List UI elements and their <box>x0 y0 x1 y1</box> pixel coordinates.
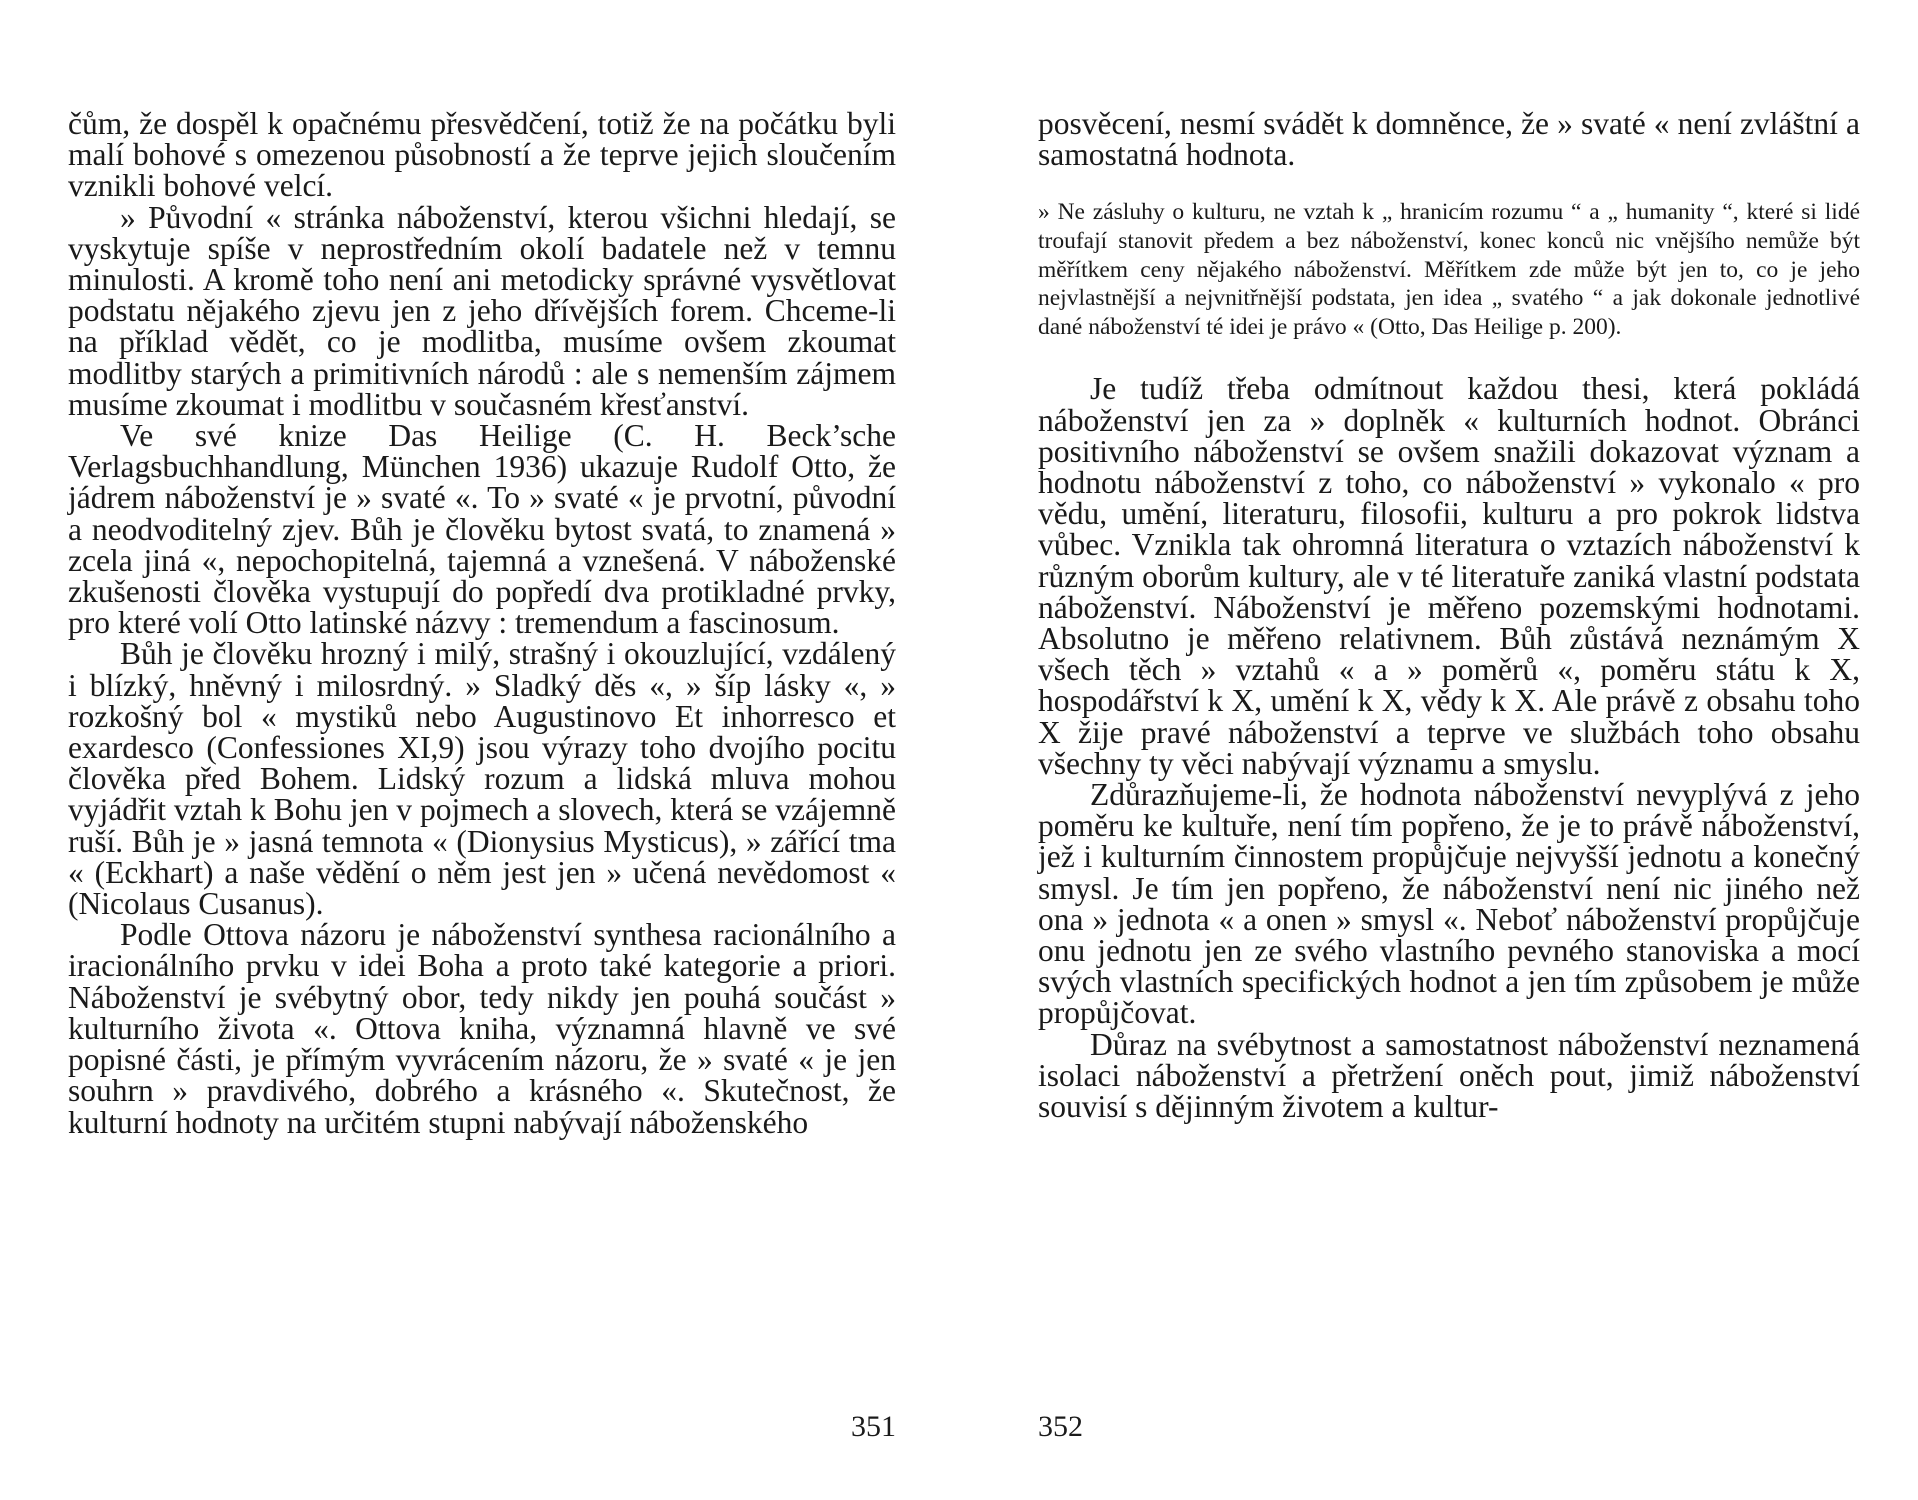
right-page <box>1038 0 1860 1500</box>
paragraph: Zdůrazňujeme-li, že hodnota náboženství nevyplývá z jeho poměru ke kultuře, není tím popřeno, že je to právě náboženství, jež i kulturním činnostem propůjčuje nejvyšší jednotu a konečný smysl. Je tím jen popřeno, že náboženství není nic jiného než ona » jednota « a onen » smysl «. Neboť náboženství propůjčuje onu jednotu jen ze svého vlastního pevného stanoviska a mocí svých vlastních specifických hodnot a jen tím způsobem je může propůjčovat. <box>1038 777 1860 1031</box>
paragraph: Ve své knize Das Heilige (C. H. Beck’sche Verlagsbuchhandlung, München 1936) ukazuje Rudolf Otto, že jádrem náboženství je » svaté «. To » svaté « je prvotní, původní a neodvoditelný zjev. Bůh je člověku bytost svatá, to znamená » zcela jiná «, nepochopitelná, tajemná a vznešená. V náboženské zkušenosti člověka vystupují do popředí dva protikladné prvky, pro které volí Otto latinské názvy : tremendum a fascinosum. <box>68 418 896 641</box>
left-page-text <box>68 108 896 1138</box>
paragraph: Bůh je člověku hrozný i milý, strašný i okouzlující, vzdálený i blízký, hněvný i milosrdný. » Sladký děs «, » šíp lásky «, » rozkošný bol « mystiků nebo Augustinovo Et inhorresco et exardesco (Confessiones XI,9) jsou výrazy toho dvojího pocitu člověka před Bohem. Lidský rozum a lidská mluva mohou vyjádřit vztah k Bohu jen v pojmech a slovech, která se vzájemně ruší. Bůh je » jasná temnota « (Dionysius Mysticus), » zářící tma « (Eckhart) a naše vědění o něm jest jen » učená nevědomost « (Nicolaus Cusanus). <box>68 636 896 922</box>
left-page <box>68 0 896 1500</box>
right-page-text <box>1038 106 1860 1125</box>
paragraph: Podle Ottova názoru je náboženství synthesa racionálního a iracionálního prvku v idei Boha a proto také kategorie a priori. Náboženství je svébytný obor, tedy nikdy jen pouhá součást » kulturního života «. Ottova kniha, významná hlavně ve své popisné části, je přímým vyvrácením názoru, že » svaté « je jen souhrn » pravdivého, dobrého a krásného «. Skutečnost, že kulturní hodnoty na určitém stupni nabývají náboženského <box>68 917 896 1140</box>
paragraph: čům, že dospěl k opačnému přesvědčení, totiž že na počátku byli malí bohové s omezenou působností a že teprve jejich sloučením vznikli bohové velcí. <box>68 106 896 204</box>
page-number: 352 <box>1038 1410 1083 1443</box>
paragraph: Je tudíž třeba odmítnout každou thesi, která pokládá náboženství jen za » doplněk « kulturních hodnot. Obránci positivního náboženství se ovšem snažili dokazovat význam a hodnotu náboženství z toho, co náboženství » vykonalo « pro vědu, umění, literaturu, filosofii, kulturu a pro pokrok lidstva vůbec. Vznikla tak ohromná literatura o vztazích náboženství k různým oborům kultury, ale v té literatuře zaniká vlastní podstata náboženství. Náboženství je měřeno pozemskými hodnotami. Absolutno je měřeno relativnem. Bůh zůstává neznámým X všech těch » vztahů « a » poměrů «, poměru státu k X, hospodářství k X, umění k X, vědy k X. Ale právě z obsahu toho X žije pravé náboženství a teprve ve službách toho obsahu všechny ty věci nabývají významu a smyslu. <box>1038 371 1860 781</box>
paragraph: » Původní « stránka náboženství, kterou všichni hledají, se vyskytuje spíše v neprostředním okolí badatele než v temnu minulosti. A kromě toho není ani metodicky správné vysvětlovat podstatu nějakého zjevu jen z jeho dřívějších forem. Chceme-li na příklad vědět, co je modlitba, musíme ovšem zkoumat modlitby starých a primitivních národů : ale s nemenším zájmem musíme zkoumat i modlitbu v současném křesťanství. <box>68 199 896 422</box>
paragraph: Důraz na svébytnost a samostatnost náboženství neznamená isolaci náboženství a přetržení oněch pout, jimiž náboženství souvisí s dějinným životem a kultur- <box>1038 1026 1860 1125</box>
paragraph: posvěcení, nesmí svádět k domněnce, že » svaté « není zvláštní a samostatná hodnota. <box>1038 106 1860 173</box>
page-number: 351 <box>851 1410 896 1443</box>
block-quote: » Ne zásluhy o kulturu, ne vztah k „ hranicím rozumu “ a „ humanity “, které si lidé troufají stanovit předem a bez náboženství, konec konců nic vnějšího nemůže být měřítkem ceny nějakého náboženství. Měřítkem zde může být jen to, co je jeho nejvlastnější a nejvnitřnější podstata, jen idea „ svatého “ a jak dokonale jednotlivé dané náboženství té idei je právo « (Otto, Das Heilige p. 200). <box>1038 199 1860 340</box>
